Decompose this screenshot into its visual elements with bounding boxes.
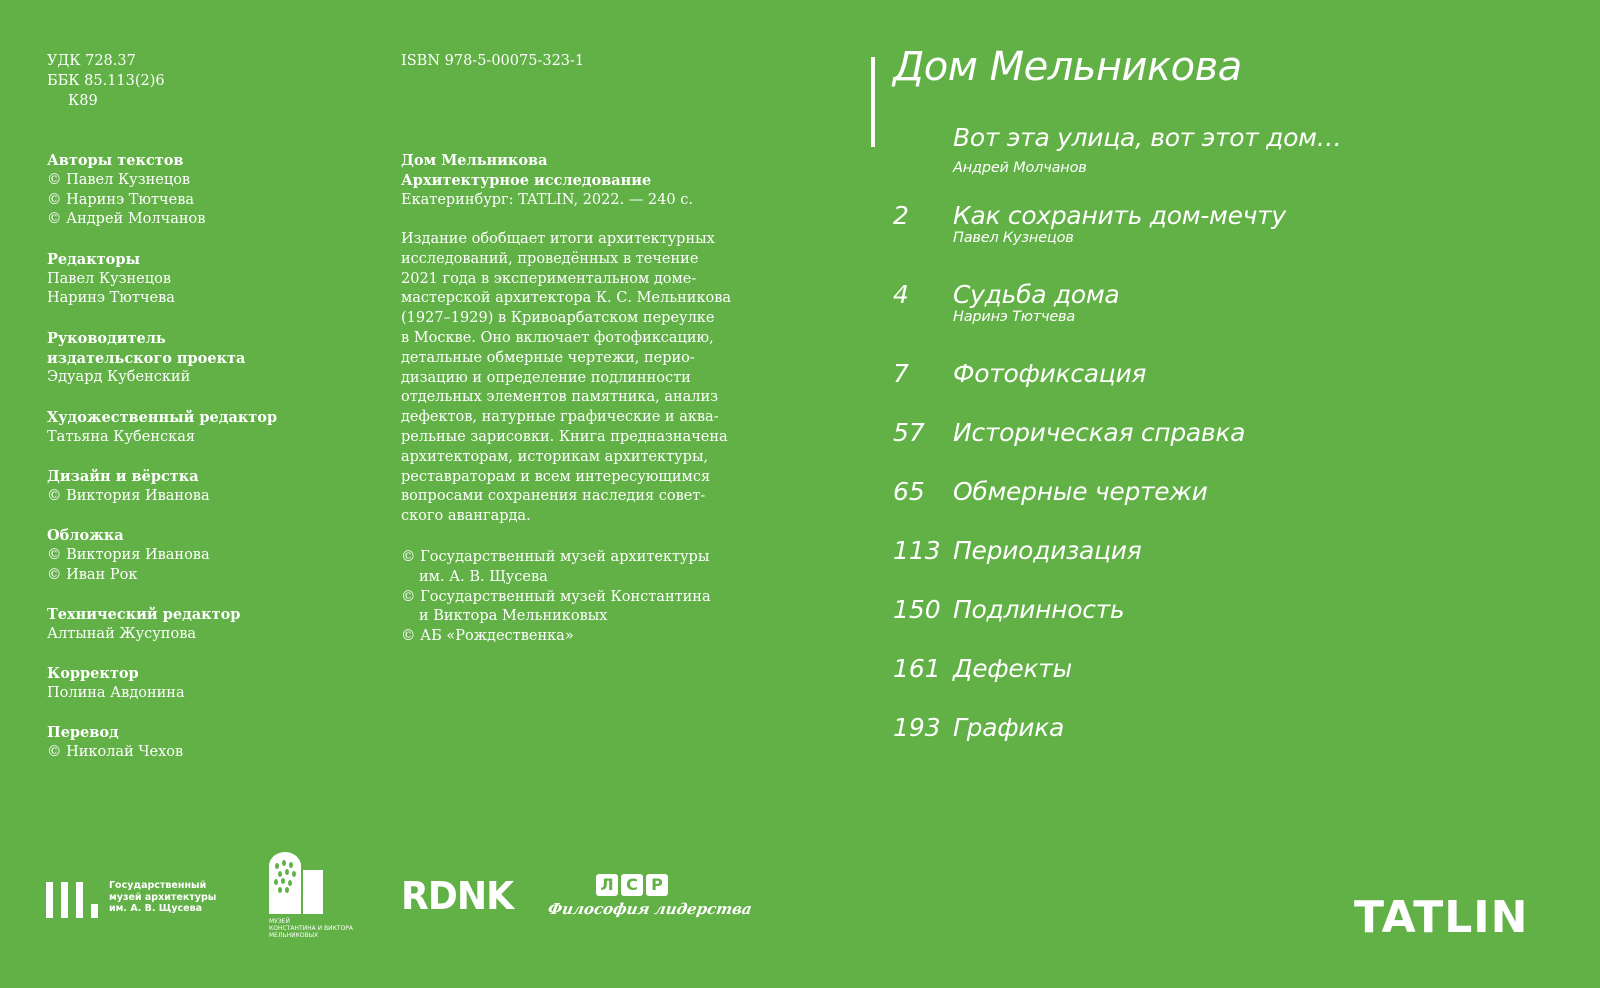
annotation-line: исследований, проведённых в течение (401, 250, 699, 267)
credit-group (47, 250, 347, 309)
bibliographic-record (401, 151, 741, 210)
rdnk-logo: RDNK (401, 874, 514, 918)
author-mark: К89 (68, 92, 98, 109)
toc-page-number: 57 (893, 418, 925, 447)
toc-entry-author: Павел Кузнецов (953, 230, 1074, 246)
credit-group (47, 408, 347, 448)
toc-entry-title: Судьба дома (953, 280, 1120, 309)
toc-page-number: 4 (893, 280, 909, 309)
udk-code: УДК 728.37 (47, 53, 136, 69)
title-accent-bar (871, 57, 875, 147)
credit-group (47, 329, 347, 388)
toc-page-number: 65 (893, 477, 925, 506)
credit-group (47, 605, 347, 645)
credit-name: Наринэ Тютчева (47, 290, 175, 307)
credit-title: Обложка (47, 527, 124, 545)
annotation (401, 230, 746, 527)
copyright-line: © АБ «Рождественка» (401, 628, 574, 645)
annotation-line: дизацию и определение подлинности (401, 369, 691, 386)
copyright-list (401, 548, 746, 647)
toc-entry-title: Подлинность (953, 595, 1125, 624)
credit-name: Полина Авдонина (47, 685, 185, 702)
credit-title: Художественный редактор (47, 408, 278, 426)
credit-name: © Андрей Молчанов (47, 211, 206, 228)
annotation-line: реставраторам и всем интересующимся (401, 468, 711, 485)
shchusev-logo-label (109, 880, 219, 915)
lsr-letter: Р (646, 874, 668, 896)
toc-entry-title: Графика (953, 713, 1065, 742)
toc-entry-title: Дефекты (953, 654, 1072, 683)
credit-name: © Павел Кузнецов (47, 171, 191, 188)
toc-entry-author: Наринэ Тютчева (953, 309, 1076, 325)
credit-name: © Иван Рок (47, 566, 138, 583)
annotation-line: рельные зарисовки. Книга предназначена (401, 428, 728, 445)
copyright-line: и Виктора Мельниковых (419, 608, 608, 625)
credit-group (47, 526, 347, 585)
annotation-line: мастерской архитектора К. С. Мельникова (401, 290, 732, 307)
lsr-letter: С (621, 874, 643, 896)
toc-page-number: 161 (893, 654, 941, 683)
credit-name: Алтынай Жусупова (47, 625, 197, 642)
credit-name: © Виктория Иванова (47, 546, 210, 563)
toc-page-number: 193 (893, 713, 941, 742)
annotation-line: архитекторам, историкам архитектуры, (401, 448, 709, 465)
toc-entry-author: Андрей Молчанов (953, 160, 1087, 176)
tatlin-logo: TATLIN (1354, 892, 1529, 943)
credit-group (47, 151, 347, 230)
lsr-letter: Л (596, 874, 618, 896)
toc-title: Дом Мельникова (893, 44, 1242, 90)
toc-entry-title: Вот эта улица, вот этот дом… (953, 123, 1342, 152)
logo-text-line: им. А. В. Щусева (109, 903, 203, 914)
credit-title: Корректор (47, 665, 139, 683)
copyright-line: © Государственный музей архитектуры (401, 549, 710, 565)
classification-codes (47, 52, 165, 111)
credit-title: издательского проекта (47, 349, 246, 367)
logo-text-line: МУЗЕЙ (269, 918, 290, 925)
toc-page-number: 2 (893, 201, 909, 230)
annotation-line: Издание обобщает итоги архитектурных (401, 231, 715, 247)
bbk-code: ББК 85.113(2)6 (47, 72, 165, 89)
toc-entry-title: Историческая справка (953, 418, 1246, 447)
isbn: ISBN 978-5-00075-323-1 (401, 53, 585, 69)
annotation-line: дефектов, натурные графические и аква- (401, 409, 719, 426)
melnikov-house-icon (269, 852, 325, 914)
credit-name: Эдуард Кубенский (47, 369, 191, 386)
credit-group (47, 723, 347, 763)
credits-list (47, 151, 347, 783)
logo-text-line: КОНСТАНТИНА И ВИКТОРА (269, 925, 354, 932)
credit-name: Павел Кузнецов (47, 270, 171, 287)
melnikov-museum-logo (269, 852, 369, 942)
annotation-line: (1927–1929) в Кривоарбатском переулке (401, 310, 715, 327)
logo-text-line: МЕЛЬНИКОВЫХ (269, 932, 319, 939)
book-title: Дом Мельникова (401, 152, 548, 169)
credit-group (47, 467, 347, 507)
melnikov-logo-label (269, 918, 369, 939)
logo-text-line: музей архитектуры (109, 891, 217, 903)
copyright-line: им. А. В. Щусева (419, 568, 548, 585)
toc-entry-title: Периодизация (953, 536, 1142, 565)
credit-title: Авторы текстов (47, 152, 184, 169)
annotation-line: ского авангарда. (401, 508, 531, 525)
annotation-line: вопросами сохранения наследия совет- (401, 488, 706, 505)
logo-text-line: Государственный (109, 880, 207, 891)
copyright-line: © Государственный музей Константина (401, 588, 711, 605)
annotation-line: отдельных элементов памятника, анализ (401, 389, 719, 406)
credit-name: © Наринэ Тютчева (47, 191, 195, 208)
credit-title: Перевод (47, 724, 119, 742)
book-subtitle: Архитектурное исследование (401, 171, 652, 189)
toc-page-number: 7 (893, 359, 909, 388)
toc-entry-title: Обмерные чертежи (953, 477, 1208, 506)
toc-entry-title: Фотофиксация (953, 359, 1147, 388)
toc-entry-title: Как сохранить дом-мечту (953, 201, 1286, 230)
credit-title: Редакторы (47, 250, 140, 268)
annotation-line: 2021 года в экспериментальном доме- (401, 270, 697, 287)
toc-page-number: 113 (893, 536, 941, 565)
shchusev-museum-logo (46, 880, 216, 940)
lsr-logo (546, 874, 754, 929)
annotation-line: детальные обмерные чертежи, перио- (401, 349, 695, 366)
annotation-line: в Москве. Оно включает фотофиксацию, (401, 329, 714, 346)
credit-group (47, 664, 347, 704)
lsr-tagline: Философия лидерства (546, 900, 754, 918)
credit-title: Руководитель (47, 329, 166, 347)
credit-title: Дизайн и вёрстка (47, 467, 199, 485)
toc-page-number: 150 (893, 595, 941, 624)
credit-name: © Николай Чехов (47, 744, 184, 761)
credit-name: Татьяна Кубенская (47, 428, 196, 445)
book-imprint: Екатеринбург: TATLIN, 2022. — 240 с. (401, 191, 693, 208)
credit-name: © Виктория Иванова (47, 487, 210, 504)
credit-title: Технический редактор (47, 606, 241, 624)
